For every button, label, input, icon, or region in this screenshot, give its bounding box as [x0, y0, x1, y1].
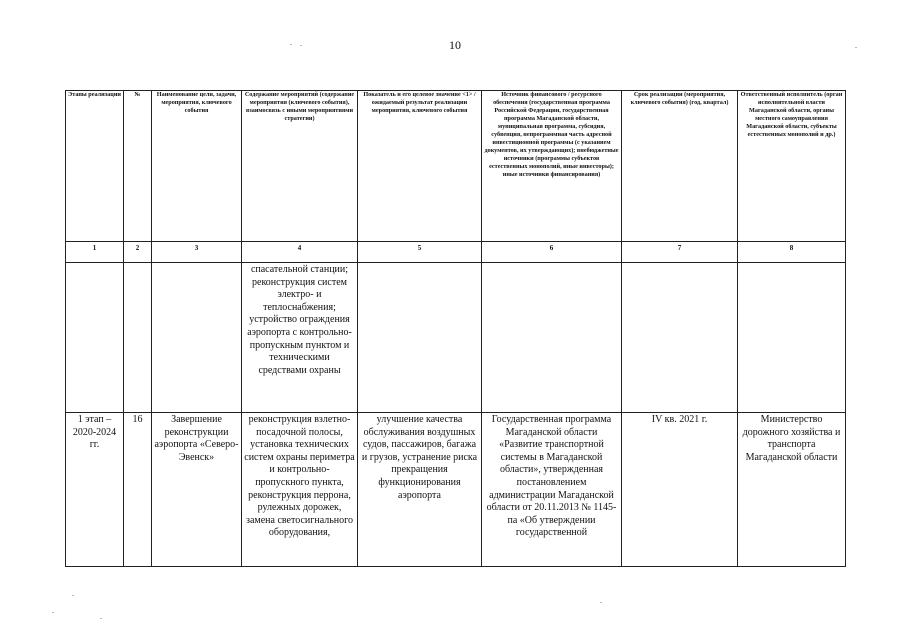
- column-number: 4: [242, 242, 358, 263]
- cell-name: [152, 263, 242, 413]
- header-indicator: Показатель и его целевое значение <1> /ожидаемый результат реализации мероприятия, ключевого события: [358, 91, 482, 242]
- cell-number: [124, 263, 152, 413]
- cell-number: 16: [124, 413, 152, 567]
- cell-term: IV кв. 2021 г.: [622, 413, 738, 567]
- header-row: [66, 91, 846, 242]
- column-number: 8: [738, 242, 846, 263]
- cell-content: спасательной станции; реконструкция систем электро- и теплоснабжения; устройство ограждения аэропорта с контрольно-пропускным пунктом и техническими средствами охраны: [242, 263, 358, 413]
- cell-term: [622, 263, 738, 413]
- column-number-row: [66, 242, 846, 263]
- cell-source: Государственная программа Магаданской области «Развитие транспортной системы в Магаданской области», утвержденная постановлением администрации Магаданской области от 20.11.2013 № 1145-па «Об утверждении государственной: [482, 413, 622, 567]
- cell-executor: [738, 263, 846, 413]
- header-executor: Ответственный исполнитель (орган исполнительной власти Магаданской области, органы местного самоуправления Магаданской области, субъекты естественных монополий и др.): [738, 91, 846, 242]
- cell-indicator: улучшение качества обслуживания воздушных судов, пассажиров, багажа и грузов, устранение риска прекращения функционирования аэропорта: [358, 413, 482, 567]
- header-number: №: [124, 91, 152, 242]
- cell-indicator: [358, 263, 482, 413]
- cell-content: реконструкция взлетно-посадочной полосы, установка технических систем охраны периметра и контрольно-пропускного пункта, реконструкция перрона, рулежных дорожек, замена светосигнального оборудования,: [242, 413, 358, 567]
- header-name: Наименование цели, задачи, мероприятия, ключевого события: [152, 91, 242, 242]
- column-number: 1: [66, 242, 124, 263]
- column-number: 6: [482, 242, 622, 263]
- table-row-continuation: [66, 263, 846, 413]
- column-number: 7: [622, 242, 738, 263]
- header-term: Срок реализации (мероприятия, ключевого события) (год, квартал): [622, 91, 738, 242]
- header-content: Содержание мероприятий (содержание мероприятия (ключевого события), взаимосвязь с иными мероприятиями стратегии): [242, 91, 358, 242]
- cell-name: Завершение реконструкции аэропорта «Северо-Эвенск»: [152, 413, 242, 567]
- table-row-16: [66, 413, 846, 567]
- header-stage: Этапы реализации: [66, 91, 124, 242]
- header-source: Источник финансового / ресурсного обеспечения (государственная программа Российской Федерации, государственная программа Магаданской области, муниципальная программа, субсидия, субвенция, непрограммная часть адресной инвестиционной программы (с указанием документов, их утверждающих); внебюджетные источники (программы субъектов естественных монополий, иные инвесторы); иные источники финансирования): [482, 91, 622, 242]
- column-number: 3: [152, 242, 242, 263]
- column-number: 5: [358, 242, 482, 263]
- page-number: 10: [449, 38, 461, 52]
- column-number: 2: [124, 242, 152, 263]
- cell-stage: [66, 263, 124, 413]
- cell-executor: Министерство дорожного хозяйства и транспорта Магаданской области: [738, 413, 846, 567]
- strategy-table: [65, 90, 846, 567]
- cell-source: [482, 263, 622, 413]
- cell-stage: 1 этап – 2020-2024 гг.: [66, 413, 124, 567]
